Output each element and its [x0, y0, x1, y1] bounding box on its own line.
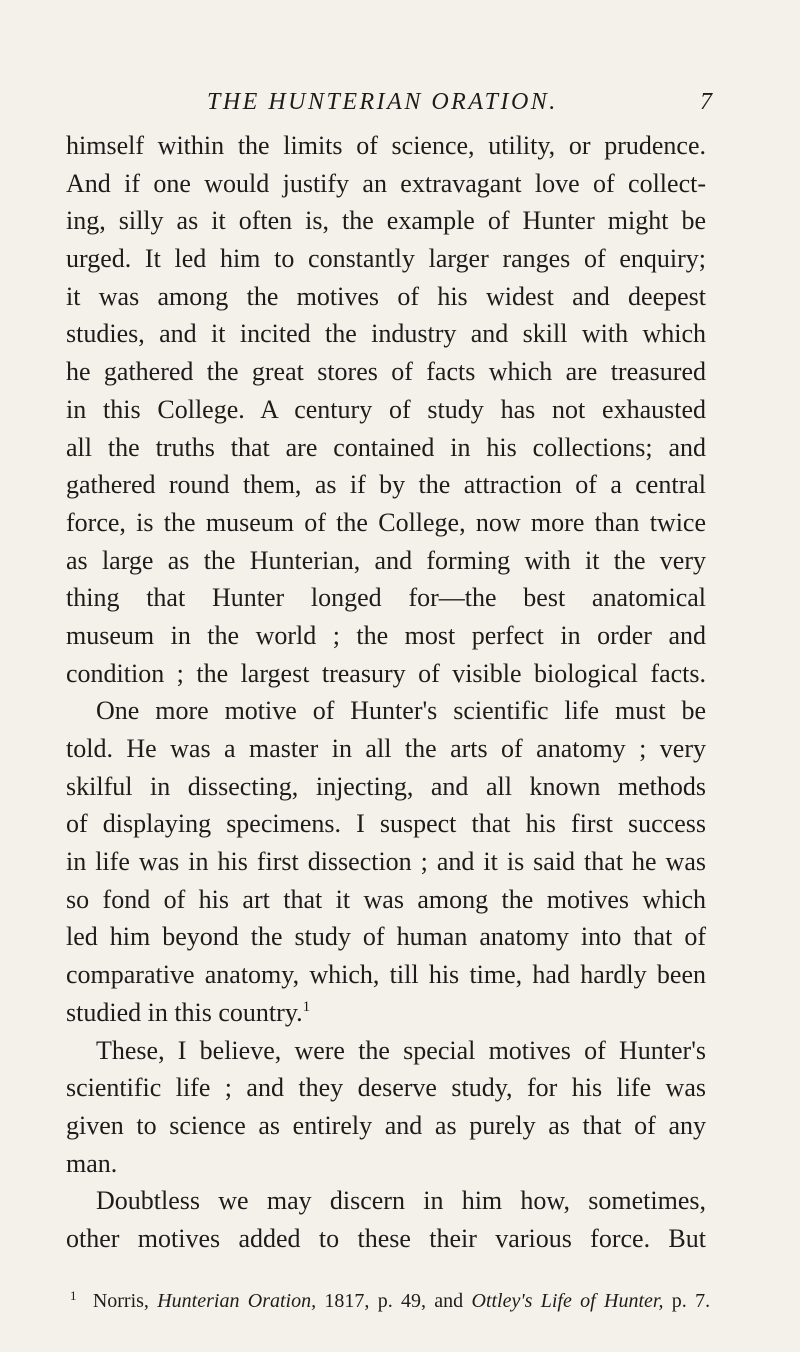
text-line: so fond of his art that it was among the motives which — [66, 884, 706, 914]
text-line: other motives added to these their various force. But — [66, 1223, 706, 1253]
text-line-content: studied in this country. — [66, 997, 303, 1027]
text-line: he gathered the great stores of facts which are treasured — [66, 357, 706, 387]
running-title: THE HUNTERIAN ORATION. — [207, 89, 558, 115]
text-line: studies, and it incited the industry and skill with which — [66, 319, 706, 349]
text-line: himself within the limits of science, utility, or prudence. — [66, 131, 706, 160]
page-number: 7 — [700, 89, 712, 115]
text-line — [66, 994, 706, 1032]
footnote-reference: 1 — [302, 998, 311, 1015]
text-line: thing that Hunter longed for—the best anatomical — [66, 583, 706, 613]
body-text — [66, 127, 706, 1258]
footnote-title: Hunterian Oration, — [157, 1290, 317, 1312]
text-line: museum in the world ; the most perfect in order and — [66, 620, 706, 650]
footnote-author: Norris, — [92, 1290, 149, 1312]
text-line: given to science as entirely and as purely as that of any — [66, 1110, 706, 1140]
text-line: man. — [66, 1148, 118, 1178]
footnote-page: p. 7. — [671, 1290, 711, 1312]
text-line: condition ; the largest treasury of visible biological facts. — [66, 658, 706, 688]
footnote-details: 1817, p. 49, and — [324, 1290, 464, 1312]
text-line: scientific life ; and they deserve study, for his life was — [66, 1073, 706, 1103]
text-line: force, is the museum of the College, now more than twice — [66, 507, 706, 537]
text-line: gathered round them, as if by the attraction of a central — [66, 470, 706, 500]
text-line: of displaying specimens. I suspect that his first success — [66, 809, 706, 839]
text-line: it was among the motives of his widest and deepest — [66, 281, 706, 311]
text-line: One more motive of Hunter's scientific life must be — [96, 696, 706, 726]
text-line: ing, silly as it often is, the example of Hunter might be — [66, 206, 706, 236]
text-line: comparative anatomy, which, till his time, had hardly been — [66, 960, 706, 990]
text-line: skilful in dissecting, injecting, and all known methods — [66, 771, 706, 801]
text-line: in this College. A century of study has not exhausted — [66, 394, 706, 424]
text-line: Doubtless we may discern in him how, sometimes, — [96, 1186, 706, 1216]
footnote — [70, 1282, 710, 1315]
footnote-marker: 1 — [70, 1288, 77, 1303]
text-line: urged. It led him to constantly larger ranges of enquiry; — [66, 244, 706, 274]
running-head — [0, 86, 800, 118]
footnote-second-title: Ottley's Life of Hunter, — [471, 1290, 664, 1312]
text-line: led him beyond the study of human anatomy into that of — [66, 922, 706, 952]
text-line: in life was in his first dissection ; and it is said that he was — [66, 847, 706, 877]
text-line: as large as the Hunterian, and forming with it the very — [66, 545, 706, 575]
text-line: told. He was a master in all the arts of anatomy ; very — [66, 734, 706, 763]
text-line: These, I believe, were the special motives of Hunter's — [96, 1035, 706, 1065]
text-line: And if one would justify an extravagant love of collect- — [66, 168, 706, 198]
text-line: all the truths that are contained in his collections; and — [66, 432, 706, 462]
